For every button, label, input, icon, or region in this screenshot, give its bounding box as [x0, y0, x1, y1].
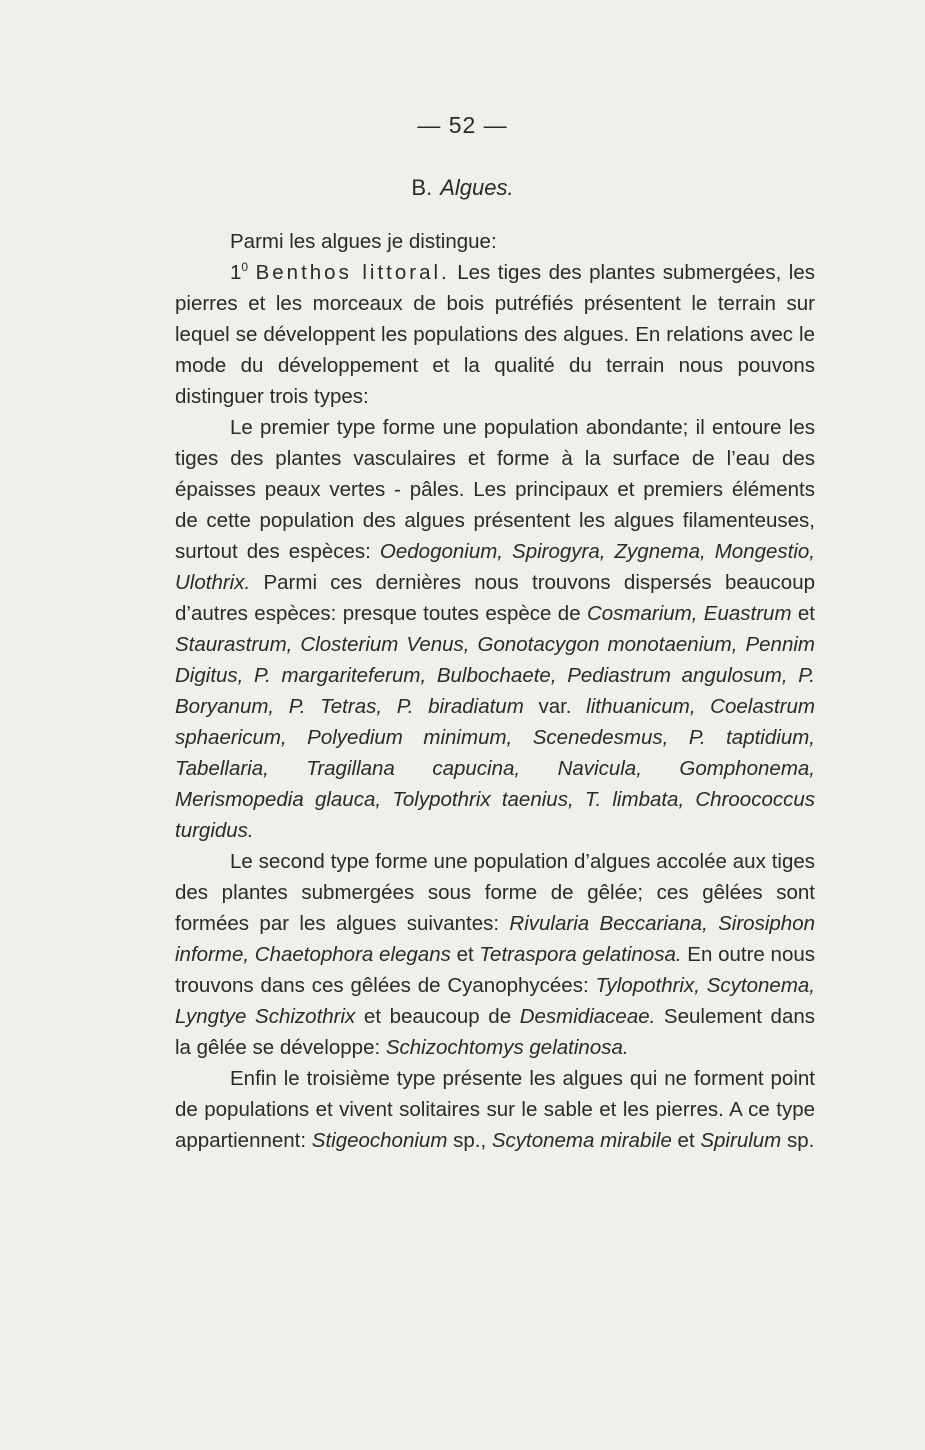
species-names: Rivularia Beccariana, Sirosiphon informe, Chaetophora elegans [175, 912, 815, 966]
page-number: — 52 — [417, 112, 508, 138]
paragraph-third-type [175, 1063, 815, 1156]
text-run: et [450, 943, 480, 966]
section-title: Algues. [440, 175, 514, 200]
paragraph-second-type [175, 846, 815, 1063]
text-run: sp. [781, 1129, 815, 1152]
text-run: Seulement dans la gêlée se développe: [175, 1005, 815, 1059]
list-number: 1 [230, 261, 242, 284]
species-names: Cosmarium, Euastrum [586, 602, 792, 625]
subsection-title: Benthos littoral. [255, 261, 450, 284]
text-run: et [671, 1129, 701, 1152]
species-names: Tylopothrix, Scytonema, Lyngtye Schizothrix [175, 974, 815, 1028]
species-names: Scytonema mirabile [491, 1129, 672, 1152]
species-names: Staurastrum, Closterium Venus, Gonotacygon monotaenium, Pennim Digitus, P. margariteferum, Bulbochaete, Pediastrum angulosum, P. Boryanum, P. Tetras, P. biradiatum [175, 633, 815, 718]
species-names: Schizochtomys gelatinosa. [385, 1036, 629, 1059]
species-names: Spirulum [700, 1129, 782, 1152]
species-names: Desmidiaceae. [519, 1005, 656, 1028]
paragraph-text: Les tiges des plantes submergées, les pierres et les morceaux de bois putréfiés présentent le terrain sur lequel se développent les populations des algues. En relations avec le mode du développement et la qualité du terrain nous pouvons distinguer trois types: [175, 261, 815, 408]
text-run: sp., [447, 1129, 492, 1152]
section-heading [0, 175, 925, 201]
paragraph-benthos [175, 257, 815, 412]
intro-paragraph: Parmi les algues je distingue: [230, 230, 497, 253]
text-run: Enfin le troisième type présente les algues qui ne forment point de populations et vivent solitaires sur le sable et les pierres. A ce type appartiennent: [175, 1067, 815, 1152]
species-names: Tetraspora gelatinosa. [479, 943, 682, 966]
text-run: Parmi ces dernières nous trouvons dispersés beaucoup d’autres espèces: presque toutes espèce de [175, 571, 815, 625]
species-names: lithuanicum, Coelastrum sphaericum, Polyedium minimum, Scenedesmus, P. taptidium, Tabellaria, Tragillana capucina, Navicula, Gomphonema, Merismopedia glauca, Tolypothrix taenius, T. limbata, Chroococcus turgidus. [175, 695, 815, 842]
text-run: Le second type forme une population d’algues accolée aux tiges des plantes submergées sous forme de gêlée; ces gêlées sont formées par les algues suivantes: [175, 850, 815, 935]
body-text [175, 226, 815, 1156]
species-names: Oedogonium, Spirogyra, Zygnema, Mongestio, Ulothrix. [175, 540, 815, 594]
section-letter: B. [411, 175, 433, 200]
text-run: var. [523, 695, 587, 718]
degree-mark: 0 [241, 260, 249, 275]
text-run: et beaucoup de [355, 1005, 520, 1028]
text-run: et [791, 602, 815, 625]
species-names: Stigeochonium [311, 1129, 448, 1152]
text-run: En outre nous trouvons dans ces gêlées de Cyanophycées: [175, 943, 815, 997]
text-run: Le premier type forme une population abondante; il entoure les tiges des plantes vasculaires et forme à la surface de l’eau des épaisses peaux vertes - pâles. Les principaux et premiers éléments de cette population des algues présentent les algues filamenteuses, surtout des espèces: [175, 416, 815, 563]
paragraph-first-type [175, 412, 815, 846]
